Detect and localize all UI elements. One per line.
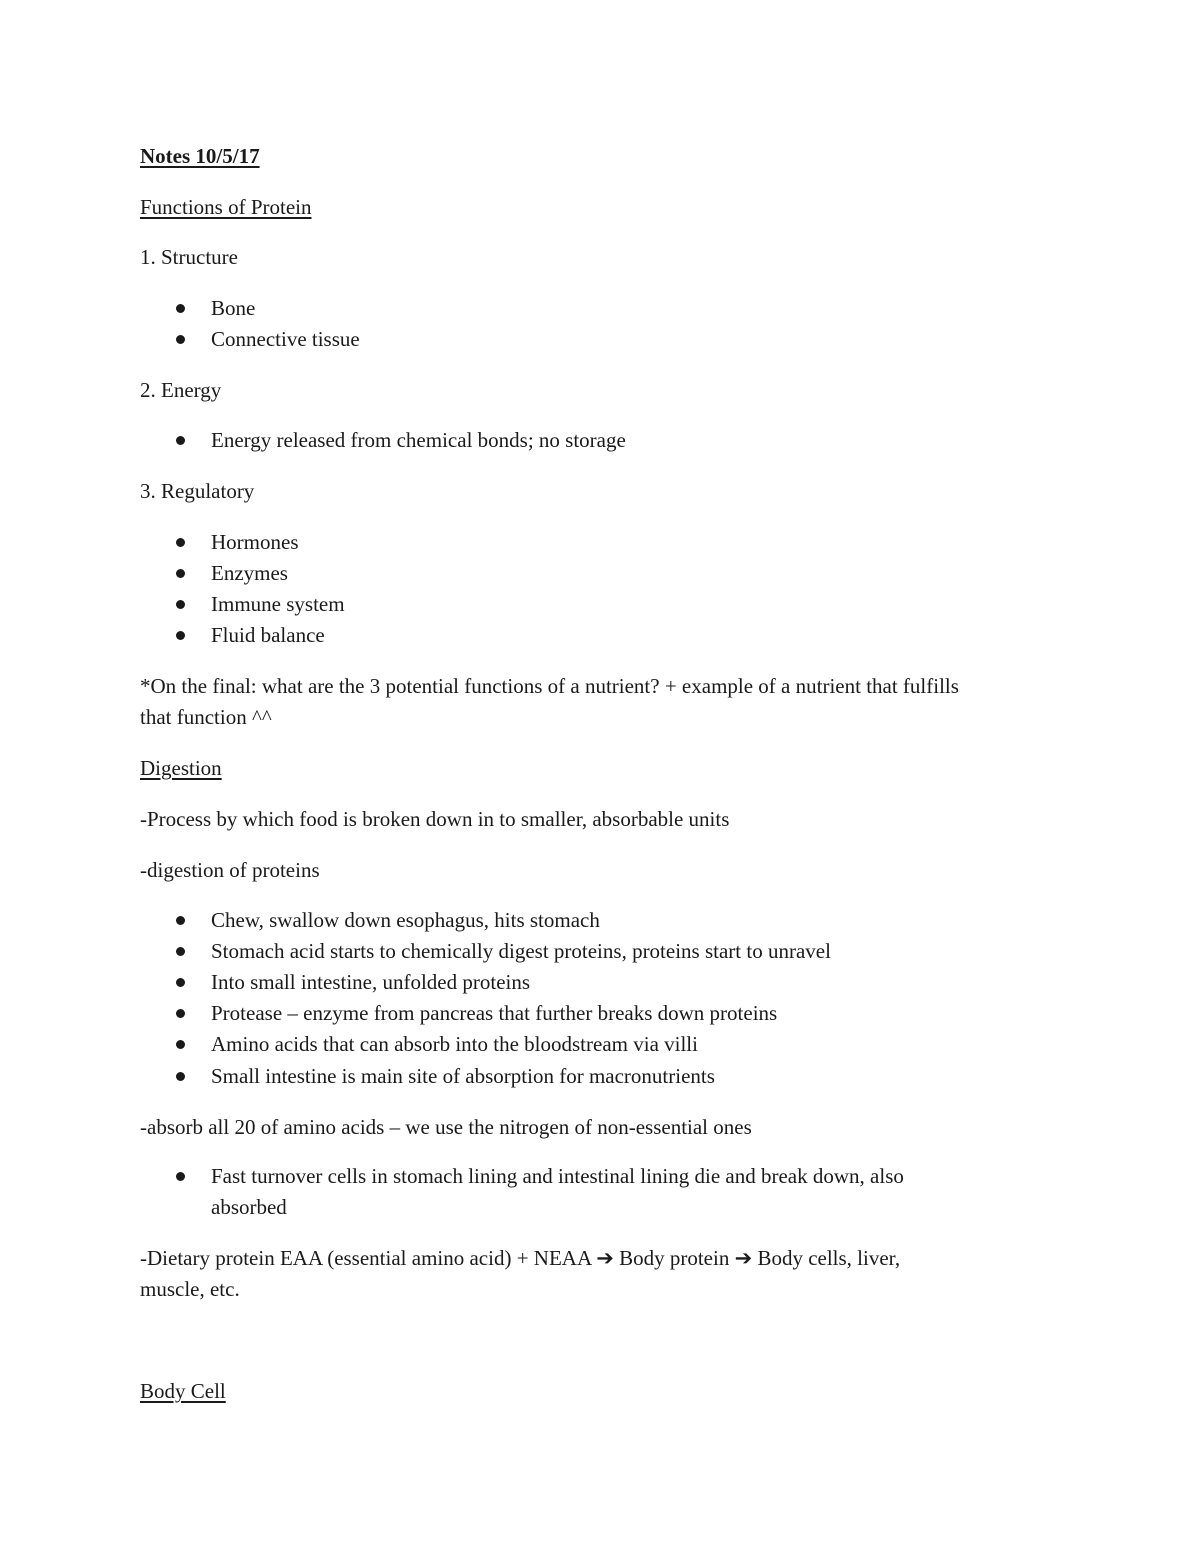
arrow-right-icon: ➔ <box>734 1246 753 1270</box>
bullet-icon <box>176 304 185 313</box>
list-item: Connective tissue <box>211 325 360 353</box>
final-note-line-2: that function ^^ <box>140 705 272 729</box>
page-title: Notes 10/5/17 <box>140 144 260 168</box>
section-regulatory-label: 3. Regulatory <box>140 479 255 503</box>
list-item: Chew, swallow down esophagus, hits stomach <box>211 906 600 934</box>
final-note-line-1: *On the final: what are the 3 potential functions of a nutrient? + example of a nutrient that fulfills <box>140 674 959 698</box>
list-item-continuation: absorbed <box>211 1195 287 1219</box>
heading-digestion: Digestion <box>140 756 222 780</box>
bullet-icon <box>176 1040 185 1049</box>
list-item: Into small intestine, unfolded proteins <box>211 968 530 996</box>
bullet-icon <box>176 538 185 547</box>
bullet-icon <box>176 916 185 925</box>
bullet-icon <box>176 569 185 578</box>
bullet-icon <box>176 1172 185 1181</box>
section-energy-label: 2. Energy <box>140 378 222 402</box>
list-item: Bone <box>211 294 255 322</box>
bullet-icon <box>176 1072 185 1081</box>
list-item: Enzymes <box>211 559 288 587</box>
bullet-icon <box>176 436 185 445</box>
list-item: Protease – enzyme from pancreas that further breaks down proteins <box>211 999 777 1027</box>
bullet-icon <box>176 978 185 987</box>
bullet-icon <box>176 947 185 956</box>
list-item: Immune system <box>211 590 345 618</box>
digestion-of-proteins-label: -digestion of proteins <box>140 858 320 882</box>
heading-body-cell: Body Cell <box>140 1379 226 1403</box>
bullet-icon <box>176 600 185 609</box>
arrow-right-icon: ➔ <box>596 1246 614 1270</box>
absorb-amino-acids-label: -absorb all 20 of amino acids – we use the nitrogen of non-essential ones <box>140 1115 752 1139</box>
list-item: Fluid balance <box>211 621 325 649</box>
dietary-protein-line-1: -Dietary protein EAA (essential amino acid) + NEAA ➔ Body protein ➔ Body cells, liver, <box>140 1246 901 1270</box>
digestion-definition: -Process by which food is broken down in to smaller, absorbable units <box>140 807 730 831</box>
list-item: Small intestine is main site of absorption for macronutrients <box>211 1062 715 1090</box>
list-item: Amino acids that can absorb into the bloodstream via villi <box>211 1030 698 1058</box>
list-item: Fast turnover cells in stomach lining and intestinal lining die and break down, also <box>211 1162 904 1190</box>
bullet-icon <box>176 1009 185 1018</box>
dietary-protein-line-2: muscle, etc. <box>140 1277 240 1301</box>
heading-functions-of-protein: Functions of Protein <box>140 195 312 219</box>
bullet-icon <box>176 631 185 640</box>
list-item: Hormones <box>211 528 299 556</box>
section-structure-label: 1. Structure <box>140 245 238 269</box>
list-item: Energy released from chemical bonds; no storage <box>211 426 626 454</box>
bullet-icon <box>176 335 185 344</box>
list-item: Stomach acid starts to chemically digest proteins, proteins start to unravel <box>211 937 831 965</box>
